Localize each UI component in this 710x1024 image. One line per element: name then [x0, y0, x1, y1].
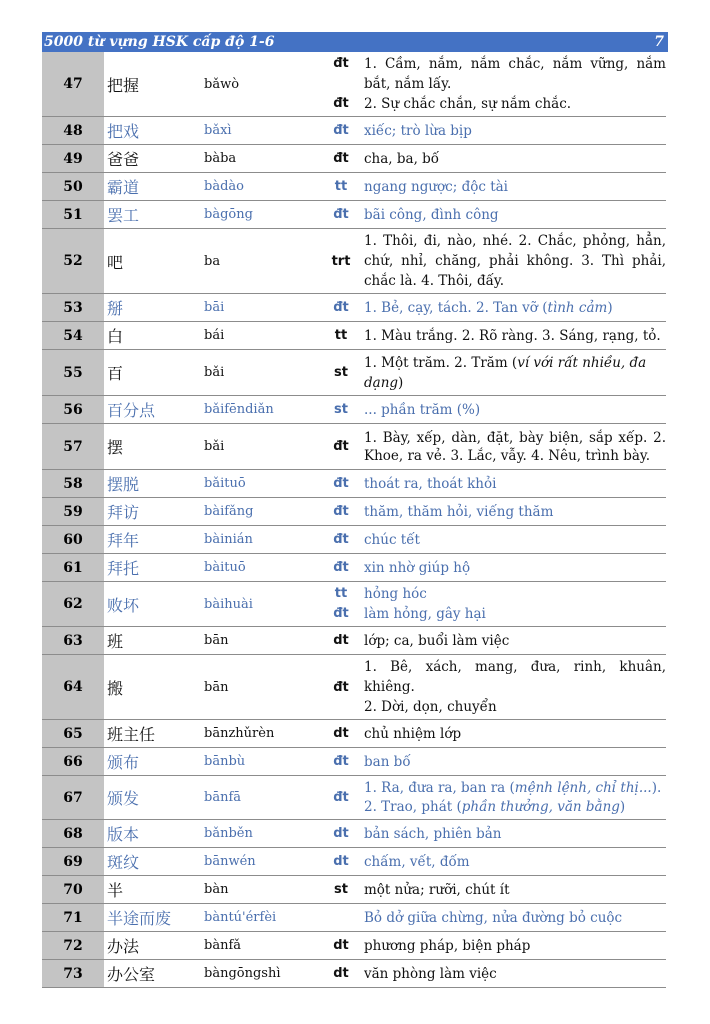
meaning-1: 1. Cầm, nắm, nắm chắc, nắm vững, nắm bắt, nắm lấy. — [364, 56, 666, 92]
part-of-speech: đt — [333, 504, 349, 519]
pinyin: bái — [204, 328, 225, 343]
entry-number: 67 — [42, 776, 104, 820]
meaning: bản sách, phiên bản — [364, 825, 502, 842]
part-of-speech: dt — [333, 854, 349, 869]
page-number: 7 — [654, 34, 664, 50]
table-row — [42, 145, 666, 173]
hanzi: 把戏 — [107, 122, 140, 141]
hanzi: 斑纹 — [107, 853, 140, 872]
pinyin: bàinián — [204, 532, 253, 547]
hanzi: 搬 — [107, 678, 124, 698]
table-row — [42, 720, 666, 748]
hanzi: 爸爸 — [107, 150, 140, 169]
meaning: 1. Thôi, đi, nào, nhé. 2. Chắc, phỏng, hẳn, chứ, nhỉ, chăng, phải không. 3. Thì phải, chắc là. 4. Thôi, đấy. — [364, 233, 666, 289]
part-of-speech: tt — [334, 328, 348, 343]
meaning: một nửa; rưỡi, chút ít — [364, 881, 510, 898]
meaning: ban bố — [364, 753, 411, 770]
table-row — [42, 396, 666, 424]
table-row — [42, 554, 666, 582]
part-of-speech: đt — [333, 754, 349, 769]
table-row — [42, 350, 666, 396]
hanzi: 把握 — [107, 75, 140, 95]
hanzi: 班 — [107, 632, 124, 651]
hanzi: 拜访 — [107, 503, 140, 522]
hanzi: 百 — [107, 364, 124, 383]
hanzi: 拜年 — [107, 531, 140, 550]
pinyin: bànfǎ — [204, 938, 242, 953]
pinyin: bàgōng — [204, 207, 253, 222]
hanzi: 摆 — [107, 438, 124, 457]
pinyin: bàn — [204, 882, 229, 897]
pos-2: đt — [333, 606, 349, 621]
part-of-speech — [324, 52, 358, 117]
meaning — [358, 582, 666, 627]
table-row — [42, 322, 666, 350]
table-row — [42, 294, 666, 322]
meaning: lớp; ca, buổi làm việc — [364, 632, 510, 649]
part-of-speech — [324, 582, 358, 627]
table-row — [42, 655, 666, 720]
hanzi: 颁发 — [107, 789, 140, 808]
table-row — [42, 424, 666, 470]
pinyin: bānfā — [204, 790, 242, 805]
entry-number: 66 — [42, 748, 104, 776]
entry-number: 59 — [42, 498, 104, 526]
meaning-1: 1. Bê, xách, mang, đưa, rinh, khuân, khiêng. — [364, 659, 666, 695]
pos-2: đt — [333, 96, 349, 111]
entry-number: 56 — [42, 396, 104, 424]
pinyin: bǎnběn — [204, 826, 253, 841]
hanzi: 吧 — [107, 252, 124, 272]
table-row — [42, 876, 666, 904]
book-title: 5000 từ vựng HSK cấp độ 1-6 — [44, 34, 275, 50]
meaning-note: ví với rất nhiều, đa dạng — [364, 354, 647, 391]
pinyin: bàdào — [204, 179, 244, 194]
table-row — [42, 117, 666, 145]
meaning: 1. Màu trắng. 2. Rõ ràng. 3. Sáng, rạng, tỏ. — [364, 327, 661, 344]
hanzi: 摆脱 — [107, 475, 140, 494]
pinyin: ba — [204, 253, 221, 269]
part-of-speech: st — [334, 402, 348, 417]
hanzi: 白 — [107, 327, 124, 346]
pinyin: bānbù — [204, 754, 246, 769]
part-of-speech: dt — [333, 826, 349, 841]
pinyin: bāi — [204, 300, 225, 315]
meaning: thăm, thăm hỏi, viếng thăm — [364, 503, 554, 520]
hanzi: 颁布 — [107, 753, 140, 772]
meaning: cha, ba, bố — [364, 150, 440, 167]
meaning: phương pháp, biện pháp — [364, 937, 531, 954]
part-of-speech: st — [334, 365, 348, 380]
meaning-2: 2. Trao, phát (phần thưởng, văn bằng) — [364, 798, 626, 815]
meaning-1: hỏng hóc — [364, 586, 427, 602]
pinyin: bǎi — [204, 439, 225, 454]
entry-number: 69 — [42, 848, 104, 876]
hanzi: 班主任 — [107, 725, 156, 744]
table-row — [42, 173, 666, 201]
vocabulary-table — [42, 52, 666, 988]
pinyin: bàba — [204, 151, 237, 166]
pinyin: bàihuài — [204, 596, 253, 612]
table-row — [42, 904, 666, 932]
table-row — [42, 820, 666, 848]
part-of-speech: đt — [333, 790, 349, 805]
part-of-speech: trt — [331, 253, 351, 269]
meaning: chúc tết — [364, 531, 420, 548]
entry-number: 48 — [42, 117, 104, 145]
entry-number: 53 — [42, 294, 104, 322]
entry-number: 51 — [42, 201, 104, 229]
entry-number: 50 — [42, 173, 104, 201]
pinyin: bānzhǔrèn — [204, 726, 275, 741]
entry-number: 72 — [42, 932, 104, 960]
part-of-speech: đt — [333, 679, 349, 695]
hanzi: 半 — [107, 881, 124, 900]
entry-number: 62 — [42, 582, 104, 627]
part-of-speech: đt — [333, 476, 349, 491]
entry-number: 73 — [42, 960, 104, 988]
pinyin: bǎifēndiǎn — [204, 402, 274, 417]
part-of-speech: đt — [333, 560, 349, 575]
table-row — [42, 498, 666, 526]
part-of-speech: đt — [333, 300, 349, 315]
part-of-speech: dt — [333, 966, 349, 981]
pos-1: đt — [333, 56, 349, 71]
meaning-1: 1. Ra, đưa ra, ban ra (mệnh lệnh, chỉ thị...). — [364, 779, 662, 796]
meaning-note: mệnh lệnh, chỉ thị... — [514, 779, 652, 796]
meaning-2: 2. Sự chắc chắn, sự nắm chắc. — [364, 96, 572, 112]
meaning-2: làm hỏng, gây hại — [364, 606, 486, 622]
entry-number: 68 — [42, 820, 104, 848]
meaning: bãi công, đình công — [364, 206, 499, 223]
entry-number: 65 — [42, 720, 104, 748]
meaning: chủ nhiệm lớp — [364, 725, 462, 742]
pinyin: bǎi — [204, 365, 225, 380]
hanzi: 霸道 — [107, 178, 140, 197]
part-of-speech: đt — [333, 532, 349, 547]
pinyin: bǎituō — [204, 476, 246, 491]
meaning-note: tình cảm — [547, 299, 608, 316]
part-of-speech: đt — [333, 123, 349, 138]
meaning: chấm, vết, đốm — [364, 853, 470, 870]
pinyin: bàituō — [204, 560, 246, 575]
entry-number: 52 — [42, 229, 104, 294]
table-row — [42, 932, 666, 960]
meaning — [358, 52, 666, 117]
meaning: xiếc; trò lừa bịp — [364, 122, 472, 139]
page-header — [42, 32, 668, 52]
pinyin: bān — [204, 679, 229, 695]
hanzi: 版本 — [107, 825, 140, 844]
meaning: Bỏ dở giữa chừng, nửa đường bỏ cuộc — [364, 909, 623, 926]
hanzi: 掰 — [107, 299, 124, 318]
meaning — [358, 776, 666, 820]
meaning — [358, 655, 666, 720]
entry-number: 63 — [42, 627, 104, 655]
entry-number: 55 — [42, 350, 104, 396]
pinyin: bānwén — [204, 854, 256, 869]
table-row — [42, 776, 666, 820]
hanzi: 办法 — [107, 937, 140, 956]
table-row — [42, 52, 666, 117]
hanzi: 办公室 — [107, 965, 156, 984]
pinyin: bàntú'érfèi — [204, 910, 277, 925]
entry-number: 49 — [42, 145, 104, 173]
part-of-speech: đt — [333, 207, 349, 222]
pos-1: tt — [334, 586, 348, 601]
table-row — [42, 526, 666, 554]
meaning: ngang ngược; độc tài — [364, 178, 508, 195]
meaning-2: 2. Dời, dọn, chuyển — [364, 699, 497, 715]
table-row — [42, 470, 666, 498]
entry-number: 64 — [42, 655, 104, 720]
entry-number: 60 — [42, 526, 104, 554]
entry-number: 61 — [42, 554, 104, 582]
part-of-speech — [324, 904, 358, 932]
entry-number: 71 — [42, 904, 104, 932]
table-row — [42, 582, 666, 627]
hanzi: 拜托 — [107, 559, 140, 578]
pinyin: bàngōngshì — [204, 966, 281, 981]
table-row — [42, 229, 666, 294]
pinyin: bǎwò — [204, 76, 240, 92]
part-of-speech: st — [334, 882, 348, 897]
hanzi: 罢工 — [107, 206, 140, 225]
part-of-speech: dt — [333, 938, 349, 953]
table-row — [42, 960, 666, 988]
meaning: 1. Bẻ, cạy, tách. 2. Tan vỡ (tình cảm) — [364, 299, 613, 316]
table-row — [42, 748, 666, 776]
entry-number: 54 — [42, 322, 104, 350]
hanzi: 百分点 — [107, 401, 156, 420]
pinyin: bǎxì — [204, 123, 232, 138]
table-row — [42, 627, 666, 655]
meaning: thoát ra, thoát khỏi — [364, 475, 497, 492]
meaning: văn phòng làm việc — [364, 965, 497, 982]
entry-number: 58 — [42, 470, 104, 498]
hanzi: 半途而废 — [107, 909, 172, 928]
meaning: ... phần trăm (%) — [364, 401, 481, 418]
meaning: 1. Bày, xếp, dàn, đặt, bày biện, sắp xếp. 2. Khoe, ra vẻ. 3. Lắc, vẫy. 4. Nêu, trình bày. — [364, 429, 666, 464]
hanzi: 败坏 — [107, 595, 140, 615]
entry-number: 70 — [42, 876, 104, 904]
table-row — [42, 848, 666, 876]
part-of-speech: đt — [333, 439, 349, 454]
entry-number: 57 — [42, 424, 104, 470]
part-of-speech: đt — [333, 151, 349, 166]
meaning: xin nhờ giúp hộ — [364, 559, 471, 576]
entry-number: 47 — [42, 52, 104, 117]
meaning: 1. Một trăm. 2. Trăm (ví với rất nhiều, đa dạng) — [364, 354, 647, 391]
part-of-speech: dt — [333, 633, 349, 648]
table-row — [42, 201, 666, 229]
part-of-speech: tt — [334, 179, 348, 194]
meaning-note: phần thưởng, văn bằng — [461, 798, 620, 815]
pinyin: bān — [204, 633, 229, 648]
part-of-speech: dt — [333, 726, 349, 741]
pinyin: bàifǎng — [204, 504, 254, 519]
